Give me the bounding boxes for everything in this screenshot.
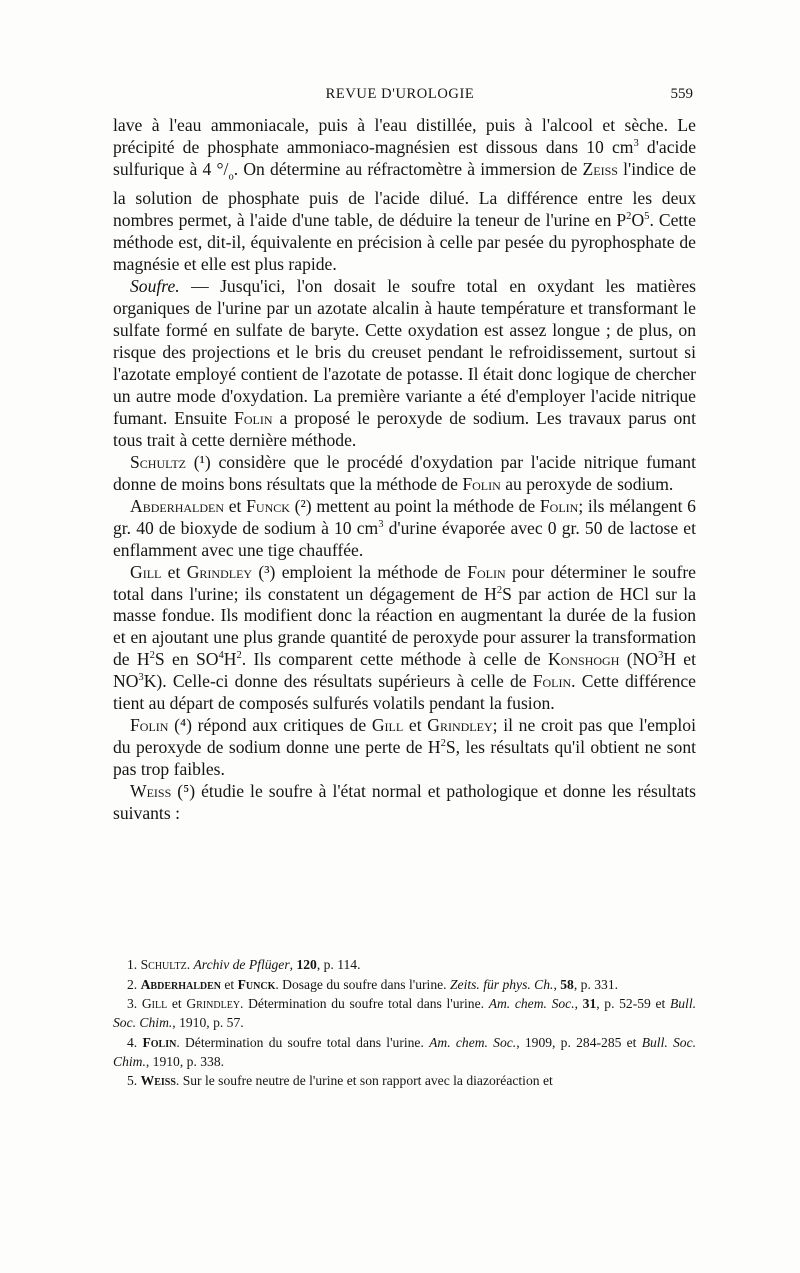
author-name: Folin xyxy=(467,561,506,582)
author-name: Schultz xyxy=(130,451,187,472)
author-name: Folin xyxy=(130,715,169,736)
footnote-3: 3. Gill et Grindley. Détermination du soufre total dans l'urine. Am. chem. Soc., 31, p. 52-59 et Bull. Soc. Chim., 1910, p. 57. xyxy=(113,996,697,1030)
author-name: Grindley xyxy=(427,715,493,736)
footnote-1: 1. Schultz. Archiv de Pflüger, 120, p. 114. xyxy=(127,957,361,972)
author-name: Folin xyxy=(234,407,273,428)
author-name: Abderhalden xyxy=(130,495,225,516)
paragraph-folin-reply: Folin (⁴) répond aux critiques de Gill et Grindley; il ne croit pas que l'emploi du peroxyde de sodium donne une perte de $H^2S$, les résultats qu'il obtient ne sont pas trop faibles. xyxy=(113,715,697,780)
paragraph-soufre: Soufre. — Jusqu'ici, l'on dosait le soufre total en oxydant les matières organiques de l'urine par un azotate alcalin à haute température et transformant le sulfate formé en sulfate de baryte. Cette oxydation est assez longue ; de plus, on risque des projections et le bris du creuset pendant le refroidissement, surtout si l'azotate employé contient de l'azotate de potasse. Il était donc logique de chercher un autre mode d'oxydation. La première variante a été d'employer l'acide nitrique fumant. Ensuite Folin a proposé le peroxyde de sodium. Les travaux parus ont tous trait à cette dernière méthode. xyxy=(113,276,696,450)
author-name: Konshogh xyxy=(547,649,620,670)
footnote-5: 5. Weiss. Sur le soufre neutre de l'urine et son rapport avec la diazoréaction et xyxy=(127,1073,553,1088)
footnotes xyxy=(113,955,696,1091)
body-text xyxy=(113,115,696,825)
footnote-ref: (⁵) xyxy=(177,781,196,802)
paragraph-gill-grindley: Gill et Grindley (³) emploient la méthode de Folin pour déterminer le soufre total dans l'urine; ils constatent un dégagement de $H^2S$ par action de HCl sur la masse fondue. Ils modifient donc la réaction en augmentant la durée de la fusion et en ajoutant une plus grande quantité de peroxyde pour assurer la transformation de $H^2S$ en $SO^4H^2$. Ils comparent cette méthode à celle de Konshogh ($NO^3H$ et $NO^3K$). Celle-ci donne des résultats supérieurs à celle de Folin. Cette différence tient au départ de composés sulfurés volatils pendant la fusion. xyxy=(113,561,696,714)
footnote-2: 2. Abderhalden et Funck. Dosage du soufre dans l'urine. Zeits. für phys. Ch., 58, p. 331. xyxy=(127,976,619,992)
footnote-ref: (¹) xyxy=(193,451,211,472)
page-header xyxy=(0,86,800,110)
footnote-ref: (²) xyxy=(294,495,312,516)
author-name: Funck xyxy=(246,495,290,516)
paragraph-abderhalden: Abderhalden et Funck (²) mettent au point la méthode de Folin; ils mélangent 6 gr. 40 de bioxyde de sodium à 10 $cm^3$ d'urine évaporée avec 0 gr. 50 de lactose et enflamment avec une tige chauffée. xyxy=(113,495,696,560)
paragraph-schultz: Schultz (¹) considère que le procédé d'oxydation par l'acide nitrique fumant donne de moins bons résultats que la méthode de Folin au peroxyde de sodium. xyxy=(113,451,696,494)
author-name: Folin xyxy=(539,495,579,516)
running-title: REVUE D'UROLOGIE xyxy=(325,86,475,102)
footnote-ref: (³) xyxy=(258,561,276,582)
page-number: 559 xyxy=(670,86,693,102)
paragraph-weiss: Weiss (⁵) étudie le soufre à l'état normal et pathologique et donne les résultats suivants : xyxy=(113,781,696,824)
author-name: Weiss xyxy=(130,781,172,802)
author-name: Gill xyxy=(130,561,162,582)
section-lead: Soufre. xyxy=(130,276,180,297)
author-name: Zeiss xyxy=(582,158,618,179)
author-name: Gill xyxy=(371,715,404,736)
author-name: Folin xyxy=(462,473,501,494)
paragraph-phosphate-method: lave à l'eau ammoniacale, puis à l'eau distillée, puis à l'alcool et sèche. Le précipité de phosphate ammoniaco-magnésien est dissous dans 10 $cm^3$ d'acide sulfurique à 4 $^\circ/_o$. On détermine au réfractomètre à immersion de Zeiss l'indice de la solution de phosphate puis de l'acide dilué. La différence entre les deux nombres permet, à l'aide d'une table, de déduire la teneur de l'urine en $P^2O^5$. Cette méthode est, dit-il, équivalente en précision à celle par pesée du pyrophosphate de magnésie et elle est plus rapide. xyxy=(113,115,697,275)
footnote-ref: (⁴) xyxy=(174,715,192,736)
footnote-4: 4. Folin. Détermination du soufre total dans l'urine. Am. chem. Soc., 1909, p. 284-285 et Bull. Soc. Chim., 1910, p. 338. xyxy=(113,1034,697,1069)
author-name: Folin xyxy=(532,671,572,692)
author-name: Grindley xyxy=(186,561,253,582)
